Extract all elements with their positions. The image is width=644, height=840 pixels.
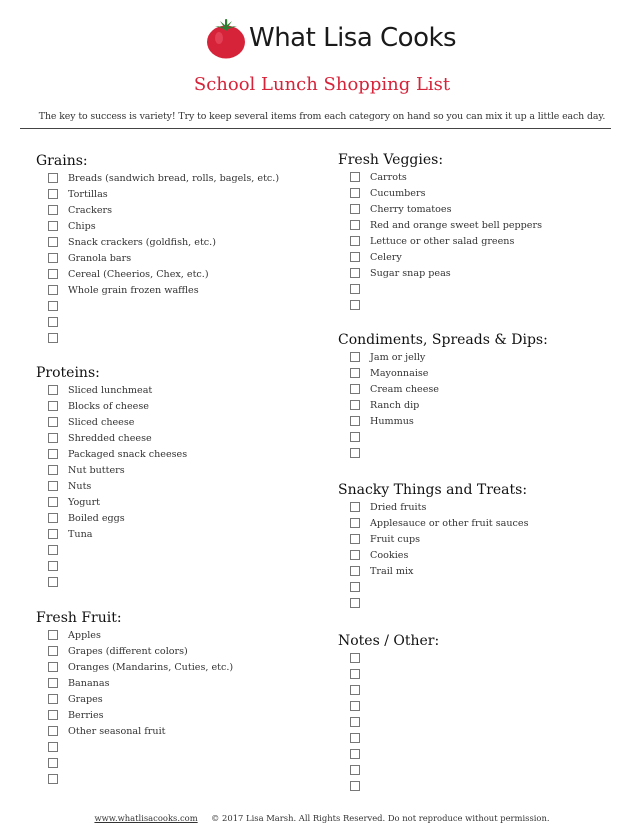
list-item (36, 430, 187, 446)
item-label: Jam or jelly (370, 351, 426, 363)
list-item (36, 723, 233, 739)
list-item (36, 627, 233, 643)
checkbox[interactable] (350, 502, 360, 512)
checkbox[interactable] (48, 385, 58, 395)
checkbox[interactable] (48, 742, 58, 752)
checkbox[interactable] (48, 694, 58, 704)
list-item (36, 707, 233, 723)
item-label: Berries (68, 709, 104, 721)
tomato-icon (205, 16, 247, 60)
checkbox[interactable] (350, 352, 360, 362)
list-item (338, 563, 529, 579)
header (0, 0, 644, 125)
checkbox[interactable] (350, 566, 360, 576)
list-item (338, 714, 439, 730)
list-item (36, 478, 187, 494)
list-item (36, 398, 187, 414)
list-item (36, 234, 279, 250)
checkbox[interactable] (350, 518, 360, 528)
item-label: Carrots (370, 171, 407, 183)
list-item (338, 650, 439, 666)
list-item (36, 574, 187, 590)
checkbox[interactable] (48, 513, 58, 523)
item-label: Oranges (Mandarins, Cuties, etc.) (68, 661, 234, 673)
item-label: Apples (68, 629, 101, 641)
list-item (338, 730, 439, 746)
checkbox[interactable] (350, 448, 360, 458)
checkbox[interactable] (48, 433, 58, 443)
list-item (36, 218, 279, 234)
section-condiments (338, 331, 548, 461)
list-item (36, 462, 187, 478)
checkbox[interactable] (48, 710, 58, 720)
checkbox[interactable] (350, 598, 360, 608)
list-item (338, 249, 542, 265)
list-item (338, 499, 529, 515)
checkbox[interactable] (350, 781, 360, 791)
checkbox[interactable] (48, 545, 58, 555)
list-item (36, 771, 233, 787)
item-label: Sliced lunchmeat (68, 384, 153, 396)
divider (20, 128, 611, 129)
intro-text: The key to success is variety! Try to keep several items from each category on hand so you can mix it up a little each day. (38, 111, 606, 122)
section-grains (36, 152, 279, 346)
item-label: Tuna (68, 528, 93, 540)
list-item (338, 595, 529, 611)
list-item (36, 314, 279, 330)
item-label: Hummus (370, 415, 414, 427)
list-item (36, 170, 279, 186)
item-label: Cream cheese (370, 383, 439, 395)
checklist (36, 382, 187, 590)
section-title: Fresh Veggies: (338, 152, 444, 168)
item-label: Nuts (68, 480, 92, 492)
list-item (338, 531, 529, 547)
checkbox[interactable] (350, 669, 360, 679)
item-label: Dried fruits (370, 501, 427, 513)
checkbox[interactable] (350, 204, 360, 214)
item-label: Applesauce or other fruit sauces (370, 517, 529, 529)
checkbox[interactable] (48, 726, 58, 736)
list-item (36, 691, 233, 707)
item-label: Sliced cheese (68, 416, 135, 428)
list-item (36, 510, 187, 526)
checkbox[interactable] (350, 384, 360, 394)
checkbox[interactable] (48, 417, 58, 427)
checkbox[interactable] (48, 678, 58, 688)
checkbox[interactable] (350, 268, 360, 278)
checkbox[interactable] (350, 432, 360, 442)
list-item (338, 445, 548, 461)
checklist (36, 170, 279, 346)
section-fruit (36, 609, 233, 787)
checkbox[interactable] (350, 284, 360, 294)
section-title: Fresh Fruit: (36, 610, 122, 626)
item-label: Crackers (68, 204, 113, 216)
item-label: Snack crackers (goldfish, etc.) (68, 236, 216, 248)
section-title: Notes / Other: (338, 633, 440, 649)
list-item (36, 266, 279, 282)
list-item (338, 381, 548, 397)
checkbox[interactable] (48, 465, 58, 475)
item-label: Cherry tomatoes (370, 203, 452, 215)
section-title: Proteins: (36, 365, 100, 381)
checkbox[interactable] (350, 550, 360, 560)
checkbox[interactable] (48, 269, 58, 279)
item-label: Cereal (Cheerios, Chex, etc.) (68, 268, 209, 280)
item-label: Yogurt (68, 496, 101, 508)
checkbox[interactable] (48, 497, 58, 507)
list-item (36, 558, 187, 574)
section-title: Grains: (36, 153, 88, 169)
list-item (338, 579, 529, 595)
checkbox[interactable] (350, 749, 360, 759)
list-item (338, 778, 439, 794)
list-item (338, 185, 542, 201)
checkbox[interactable] (48, 221, 58, 231)
checkbox[interactable] (48, 529, 58, 539)
checkbox[interactable] (48, 758, 58, 768)
checklist (338, 499, 529, 611)
checkbox[interactable] (48, 561, 58, 571)
list-item (36, 542, 187, 558)
checkbox[interactable] (48, 646, 58, 656)
checkbox[interactable] (350, 534, 360, 544)
checkbox[interactable] (350, 368, 360, 378)
list-item (338, 762, 439, 778)
website-link[interactable]: www.whatlisacooks.com (94, 813, 198, 823)
checkbox[interactable] (350, 220, 360, 230)
item-label: Granola bars (68, 252, 132, 264)
list-item (36, 446, 187, 462)
checkbox[interactable] (48, 189, 58, 199)
list-item (338, 281, 542, 297)
item-label: Nut butters (68, 464, 125, 476)
list-item (338, 746, 439, 762)
list-item (36, 382, 187, 398)
item-label: Blocks of cheese (68, 400, 149, 412)
checkbox[interactable] (48, 449, 58, 459)
item-label: Celery (370, 251, 402, 263)
item-label: Cucumbers (370, 187, 426, 199)
checkbox[interactable] (48, 481, 58, 491)
item-label: Other seasonal fruit (68, 725, 166, 737)
item-label: Bananas (68, 677, 110, 689)
list-item (36, 643, 233, 659)
page-title: School Lunch Shopping List (193, 74, 451, 95)
checkbox[interactable] (48, 774, 58, 784)
checkbox[interactable] (48, 173, 58, 183)
list-item (36, 414, 187, 430)
list-item (338, 666, 439, 682)
list-item (36, 282, 279, 298)
list-item (338, 429, 548, 445)
list-item (36, 494, 187, 510)
item-label: Lettuce or other salad greens (370, 235, 515, 247)
item-label: Shredded cheese (68, 432, 152, 444)
checkbox[interactable] (350, 172, 360, 182)
checkbox[interactable] (350, 416, 360, 426)
checkbox[interactable] (48, 253, 58, 263)
list-item (338, 201, 542, 217)
list-item (36, 755, 233, 771)
list-item (338, 349, 548, 365)
checkbox[interactable] (48, 630, 58, 640)
list-item (36, 298, 279, 314)
brand-name: What Lisa Cooks (249, 23, 457, 53)
item-label: Ranch dip (370, 399, 420, 411)
footer (0, 813, 644, 823)
copyright-text: © 2017 Lisa Marsh. All Rights Reserved. Do not reproduce without permission. (211, 813, 550, 823)
section-notes (338, 632, 439, 794)
section-veggies (338, 151, 542, 313)
list-item (338, 365, 548, 381)
section-snacks (338, 481, 529, 611)
checklist (338, 650, 439, 794)
checkbox[interactable] (350, 653, 360, 663)
item-label: Grapes (68, 693, 103, 705)
list-item (338, 515, 529, 531)
logo (205, 14, 456, 62)
list-item (338, 233, 542, 249)
list-item (338, 698, 439, 714)
list-item (338, 297, 542, 313)
item-label: Sugar snap peas (370, 267, 451, 279)
list-item (338, 682, 439, 698)
checklist (338, 169, 542, 313)
item-label: Packaged snack cheeses (68, 448, 188, 460)
list-item (36, 526, 187, 542)
checkbox[interactable] (48, 401, 58, 411)
checkbox[interactable] (48, 285, 58, 295)
checkbox[interactable] (350, 252, 360, 262)
checklist (338, 349, 548, 461)
checkbox[interactable] (48, 333, 58, 343)
item-label: Breads (sandwich bread, rolls, bagels, etc.) (68, 172, 280, 184)
list-item (338, 169, 542, 185)
checkbox[interactable] (48, 317, 58, 327)
list-item (36, 330, 279, 346)
section-title: Condiments, Spreads & Dips: (338, 332, 548, 348)
checkbox[interactable] (350, 685, 360, 695)
checkbox[interactable] (350, 400, 360, 410)
checkbox[interactable] (350, 765, 360, 775)
item-label: Red and orange sweet bell peppers (370, 219, 542, 231)
checkbox[interactable] (350, 701, 360, 711)
item-label: Whole grain frozen waffles (68, 284, 199, 296)
checkbox[interactable] (350, 188, 360, 198)
checkbox[interactable] (48, 577, 58, 587)
section-proteins (36, 364, 187, 590)
checkbox[interactable] (350, 717, 360, 727)
item-label: Cookies (370, 549, 409, 561)
list-item (338, 397, 548, 413)
list-item (36, 675, 233, 691)
list-item (338, 413, 548, 429)
section-title: Snacky Things and Treats: (338, 482, 528, 498)
list-item (36, 250, 279, 266)
item-label: Mayonnaise (370, 367, 429, 379)
list-item (36, 186, 279, 202)
checkbox[interactable] (48, 205, 58, 215)
checkbox[interactable] (350, 300, 360, 310)
checkbox[interactable] (350, 582, 360, 592)
item-label: Boiled eggs (68, 512, 125, 524)
checkbox[interactable] (350, 733, 360, 743)
item-label: Trail mix (370, 565, 414, 577)
checkbox[interactable] (350, 236, 360, 246)
item-label: Tortillas (68, 188, 108, 200)
list-item (36, 739, 233, 755)
list-item (36, 659, 233, 675)
list-item (338, 217, 542, 233)
checkbox[interactable] (48, 237, 58, 247)
list-item (36, 202, 279, 218)
list-item (338, 265, 542, 281)
checkbox[interactable] (48, 301, 58, 311)
checkbox[interactable] (48, 662, 58, 672)
item-label: Chips (68, 220, 96, 232)
checklist (36, 627, 233, 787)
item-label: Fruit cups (370, 533, 421, 545)
list-item (338, 547, 529, 563)
item-label: Grapes (different colors) (68, 645, 188, 657)
